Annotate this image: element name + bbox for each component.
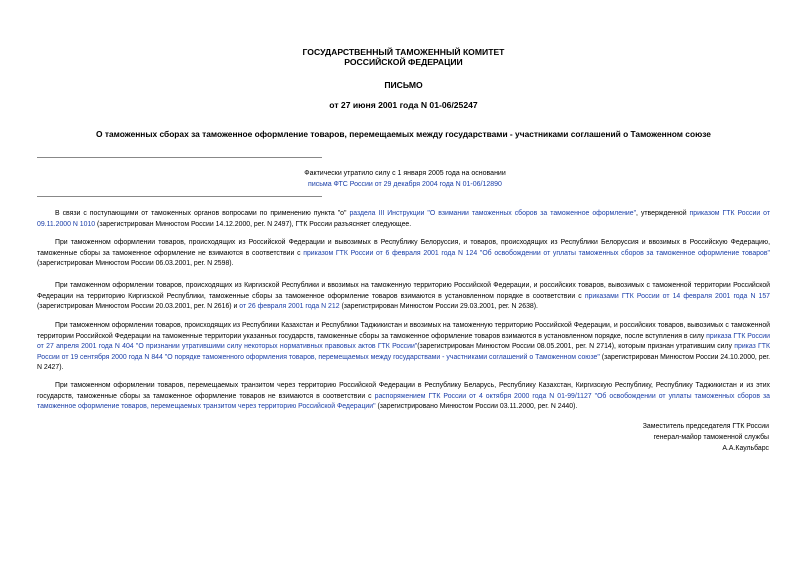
link-instruction-section-3[interactable]: раздела III Инструкции "О взимании таможенных сборов за таможенное оформление" <box>349 210 637 217</box>
paragraph-text: При таможенном оформлении товаров, происходящих из Республики Казахстан и Республики Таджикистан и ввозимых на таможенную территорию Российской Федерации, и российских товаров, вывозимых с таможенной территории Российской Федерации на таможенные территории указанных государств, таможенные сборы за таможенное оформление товаров взимаются в установленном порядке, после вступления в силу <box>37 322 770 340</box>
link-order-212[interactable]: от 26 февраля 2001 года N 212 <box>239 303 340 310</box>
paragraph-3 <box>37 281 770 313</box>
signature-rank: генерал-майор таможенной службы <box>653 434 769 441</box>
link-order-404[interactable]: приказа ГТК России от 27 апреля 2001 года N 404 "О признании утратившими силу некоторых нормативных правовых актов ГТК России" <box>37 332 770 350</box>
document-type: ПИСЬМО <box>384 80 423 90</box>
status-link[interactable]: письма ФТС России от 29 декабря 2004 года N 01-06/12890 <box>308 181 502 188</box>
paragraph-5 <box>37 381 770 413</box>
link-order-157[interactable]: приказами ГТК России от 14 февраля 2001 года N 157 <box>584 292 771 300</box>
link-directive-01-99-1127[interactable]: распоряжением ГТК России от 4 октября 2000 года N 01-99/1127 "Об освобождении от уплаты таможенных сборов за таможенное оформление товаров, перемещаемых транзитом через территорию Российской Федерации" <box>37 392 770 410</box>
paragraph-text: При таможенном оформлении товаров, происходящих из Российской Федерации и вывозимых в Республику Белоруссия, и товаров, происходящих из Республики Белоруссия и ввозимых в Российскую Федерацию, таможенные сборы за таможенное оформление не взимаются в соответствии с <box>37 239 770 257</box>
signature-position: Заместитель председателя ГТК России <box>642 423 769 430</box>
document-title: О таможенных сборах за таможенное оформление товаров, перемещаемых между государствами - участниками соглашений о Таможенном союзе <box>96 129 711 139</box>
status-note <box>160 168 650 190</box>
document-date-number: от 27 июня 2001 года N 01-06/25247 <box>329 100 478 110</box>
signature-name: А.А.Каульбарс <box>722 445 769 452</box>
link-order-844[interactable]: приказ ГТК России от 19 сентября 2000 года N 844 "О порядке таможенного оформления товаров, перемещаемых между государствами - участниками соглашений о Таможенном союзе" <box>37 343 770 361</box>
paragraph-text: (зарегистрирован Минюстом России 29.03.2001, рег. N 2638). <box>339 303 538 310</box>
paragraph-text: (зарегистрирован Минюстом России 14.12.2000, рег. N 2497), ГТК России разъясняет следующее. <box>95 220 412 228</box>
issuer-line-2: РОССИЙСКОЙ ФЕДЕРАЦИИ <box>344 57 463 67</box>
paragraph-text: (зарегистрирован Минюстом России 20.03.2001, рег. N 2616) и <box>37 303 240 310</box>
paragraph-4 <box>37 321 770 374</box>
issuer-line-1: ГОСУДАРСТВЕННЫЙ ТАМОЖЕННЫЙ КОМИТЕТ <box>302 47 505 57</box>
paragraph-text: При таможенном оформлении товаров, происходящих из Киргизской Республики и ввозимых на таможенную территорию Российской Федерации, и российских товаров, вывозимых с таможенной территории Российской Федерации на территорию Киргизской Республики, таможенные сборы за таможенное оформление товаров взимаются в установленном порядке в соответствии с <box>37 282 770 300</box>
link-order-1010[interactable]: приказом ГТК России от 09.11.2000 N 1010 <box>37 210 771 228</box>
paragraph-text: (зарегистрировано Минюстом России 03.11.2000, рег. N 2440). <box>375 403 578 410</box>
paragraph-text: В связи с поступающими от таможенных органов вопросами по применению пункта "о" <box>55 210 350 217</box>
paragraph-text: При таможенном оформлении товаров, перемещаемых транзитом через территорию Российской Федерации в Республику Беларусь, Республику Казахстан, Киргизскую Республику, Республику Таджикистан и из этих государств, таможенные сборы за таможенное оформление товаров не взимаются в соответствии с <box>37 382 770 400</box>
paragraph-text: , утвержденной <box>636 210 690 217</box>
divider-top <box>37 157 322 158</box>
status-text: Фактически утратило силу с 1 января 2005 года на основании <box>304 170 506 177</box>
link-order-124[interactable]: приказом ГТК России от 6 февраля 2001 года N 124 "Об освобождении от уплаты таможенных сборов за таможенное оформление товаров" <box>303 249 770 257</box>
issuer-heading <box>0 47 807 67</box>
paragraph-2 <box>37 238 770 270</box>
paragraph-1 <box>37 209 770 230</box>
paragraph-text: (зарегистрирован Минюстом России 08.05.2001, рег. N 2714), которым признан утратившим силу <box>417 343 735 350</box>
paragraph-text: (зарегистрирован Минюстом России 06.03.2001, рег. N 2598). <box>37 260 234 267</box>
divider-bottom <box>37 196 322 197</box>
paragraph-text: (зарегистрирован Минюстом России 24.10.2000, рег. N 2427). <box>37 353 771 371</box>
